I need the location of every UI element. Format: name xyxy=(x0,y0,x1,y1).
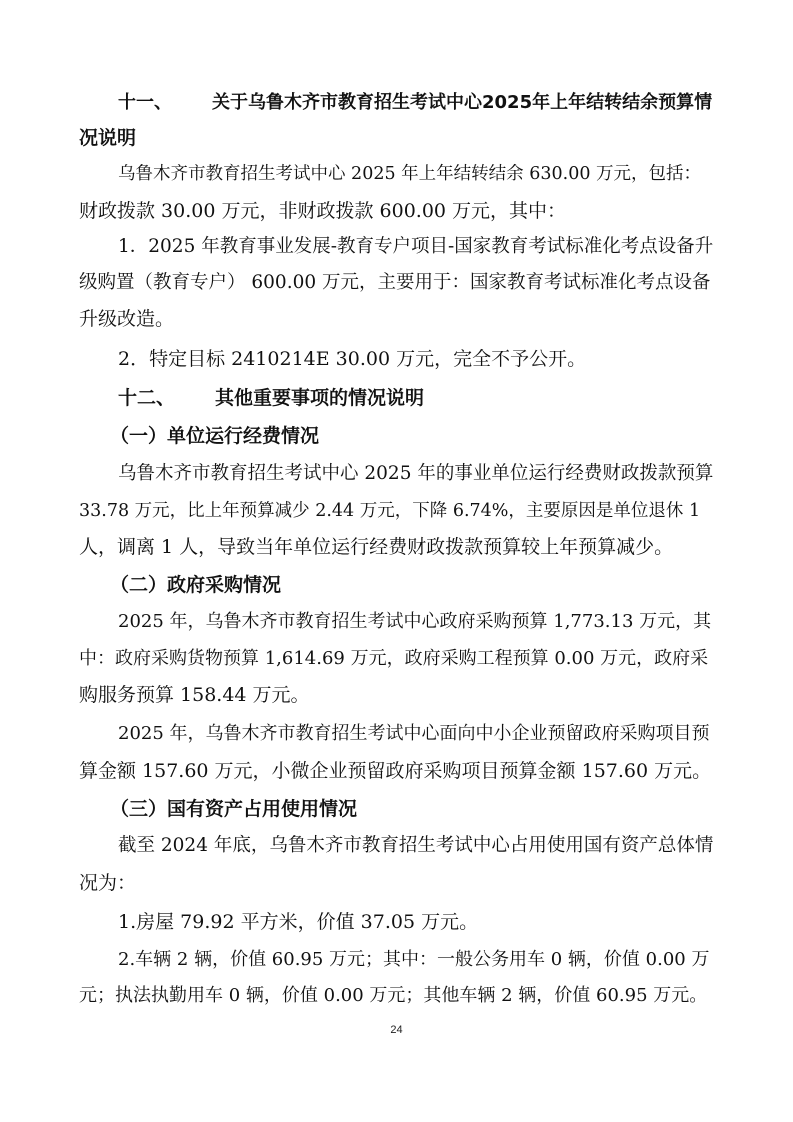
paragraph-line: 截至 2024 年底，乌鲁木齐市教育招生考试中心占用使用国有资产总体情 xyxy=(118,835,714,856)
subsection-2-title: （二）政府采购情况 xyxy=(110,574,282,596)
section-12-title: 其他重要事项的情况说明 xyxy=(215,387,425,409)
paragraph-line: 乌鲁木齐市教育招生考试中心 2025 年的事业单位运行经费财政拨款预算 xyxy=(118,463,714,484)
paragraph-line: 购服务预算 158.44 万元。 xyxy=(79,684,310,706)
section-11-title-line2: 况说明 xyxy=(79,127,137,149)
section-11-heading xyxy=(118,91,712,115)
paragraph-line: 财政拨款 30.00 万元，非财政拨款 600.00 万元，其中： xyxy=(79,200,567,222)
list-item-line: 级购置（教育专户） 600.00 万元，主要用于：国家教育考试标准化考点设备 xyxy=(79,272,711,293)
paragraph-line: 2025 年，乌鲁木齐市教育招生考试中心政府采购预算 1,773.13 万元，其 xyxy=(118,611,712,632)
paragraph-line: 算金额 157.60 万元，小微企业预留政府采购项目预算金额 157.60 万元。 xyxy=(79,760,712,782)
section-12-heading xyxy=(118,386,424,410)
page-number: 24 xyxy=(390,1024,403,1036)
list-item-line: 1.房屋 79.92 平方米，价值 37.05 万元。 xyxy=(118,911,479,933)
section-11-number: 十一、 xyxy=(118,92,172,113)
paragraph-line: 33.78 万元，比上年预算减少 2.44 万元，下降 6.74%，主要原因是单位退休 1 xyxy=(79,501,701,521)
list-item-line: 元；执法执勤用车 0 辆，价值 0.00 万元；其他车辆 2 辆，价值 60.95 万元。 xyxy=(79,985,708,1006)
paragraph-line: 中：政府采购货物预算 1,614.69 万元，政府采购工程预算 0.00 万元，政府采 xyxy=(79,648,709,669)
subsection-1-title: （一）单位运行经费情况 xyxy=(110,425,320,447)
list-item-line: 1．2025 年教育事业发展-教育专户项目-国家教育考试标准化考点设备升 xyxy=(118,236,714,257)
section-12-number: 十二、 xyxy=(118,387,176,409)
list-item-line: 升级改造。 xyxy=(79,308,175,330)
list-item-line: 2.车辆 2 辆，价值 60.95 万元；其中：一般公务用车 0 辆，价值 0.00 万 xyxy=(118,949,710,970)
section-11-title-line1: 关于乌鲁木齐市教育招生考试中心2025年上年结转结余预算情 xyxy=(212,92,713,113)
subsection-3-title: （三）国有资产占用使用情况 xyxy=(110,798,358,820)
list-item-line: 2．特定目标 2410214E 30.00 万元，完全不予公开。 xyxy=(118,348,587,370)
paragraph-line: 2025 年，乌鲁木齐市教育招生考试中心面向中小企业预留政府采购项目预 xyxy=(118,723,710,744)
paragraph-line: 乌鲁木齐市教育招生考试中心 2025 年上年结转结余 630.00 万元，包括： xyxy=(118,164,702,184)
paragraph-line: 况为： xyxy=(79,872,137,894)
paragraph-line: 人，调离 1 人，导致当年单位运行经费财政拨款预算较上年预算减少。 xyxy=(79,536,674,558)
